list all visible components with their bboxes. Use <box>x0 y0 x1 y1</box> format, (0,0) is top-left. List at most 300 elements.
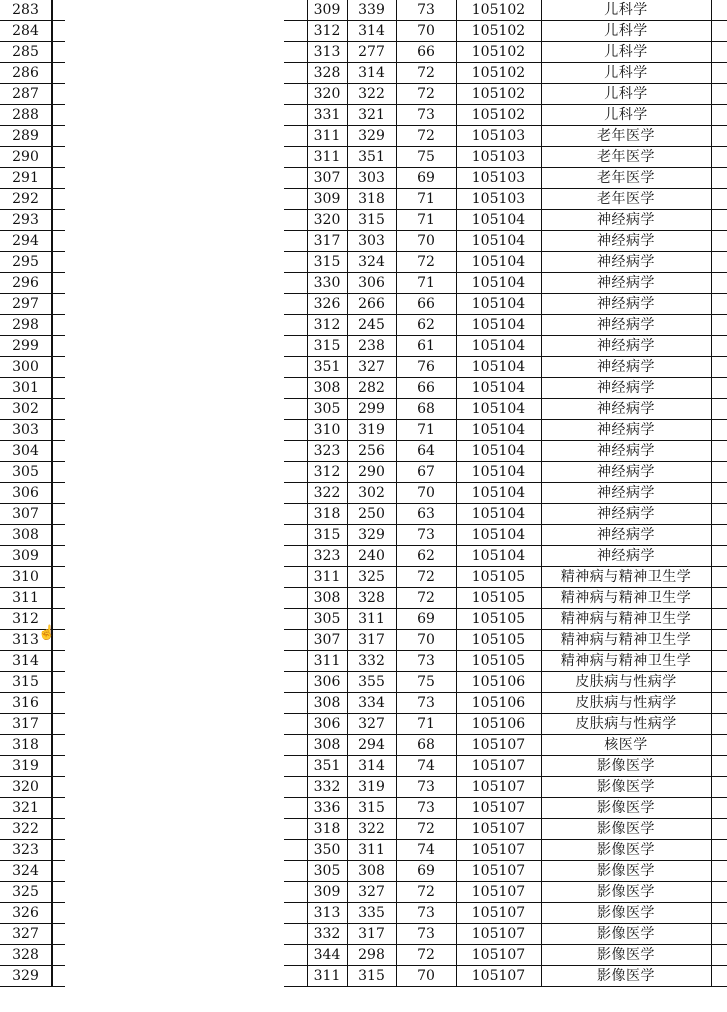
major-name: 影像医学 <box>541 777 711 798</box>
blank-cell <box>65 126 284 147</box>
blank-cell <box>284 294 307 315</box>
blank-cell <box>284 231 307 252</box>
trailing-cell <box>711 483 727 504</box>
major-name: 影像医学 <box>541 966 711 987</box>
blank-cell <box>65 819 284 840</box>
score-b: 315 <box>347 966 396 987</box>
table-row[interactable] <box>0 861 727 882</box>
blank-cell <box>65 420 284 441</box>
blank-cell <box>284 903 307 924</box>
row-number: 288 <box>0 105 52 126</box>
major-name: 皮肤病与性病学 <box>541 714 711 735</box>
trailing-cell <box>711 756 727 777</box>
score-b: 282 <box>347 378 396 399</box>
score-a: 308 <box>307 588 347 609</box>
blank-cell <box>65 588 284 609</box>
score-c: 76 <box>396 357 456 378</box>
major-name: 神经病学 <box>541 252 711 273</box>
table-row[interactable] <box>0 525 727 546</box>
score-a: 309 <box>307 882 347 903</box>
table-row[interactable] <box>0 420 727 441</box>
table-row[interactable] <box>0 882 727 903</box>
blank-cell <box>284 126 307 147</box>
blank-cell <box>52 0 65 21</box>
table-row[interactable] <box>0 399 727 420</box>
row-number: 284 <box>0 21 52 42</box>
blank-cell <box>65 357 284 378</box>
major-code: 105103 <box>456 147 541 168</box>
major-code: 105106 <box>456 693 541 714</box>
blank-cell <box>52 231 65 252</box>
table-row[interactable] <box>0 252 727 273</box>
blank-cell <box>52 63 65 84</box>
score-c: 68 <box>396 399 456 420</box>
score-b: 238 <box>347 336 396 357</box>
blank-cell <box>284 567 307 588</box>
blank-cell <box>52 882 65 903</box>
score-b: 314 <box>347 63 396 84</box>
blank-cell <box>52 21 65 42</box>
score-b: 315 <box>347 798 396 819</box>
blank-cell <box>65 441 284 462</box>
trailing-cell <box>711 126 727 147</box>
row-number: 319 <box>0 756 52 777</box>
blank-cell <box>52 441 65 462</box>
table-row[interactable] <box>0 924 727 945</box>
table-row[interactable] <box>0 483 727 504</box>
table-row[interactable] <box>0 210 727 231</box>
trailing-cell <box>711 357 727 378</box>
trailing-cell <box>711 231 727 252</box>
score-a: 350 <box>307 840 347 861</box>
trailing-cell <box>711 168 727 189</box>
trailing-cell <box>711 567 727 588</box>
blank-cell <box>284 819 307 840</box>
row-number: 316 <box>0 693 52 714</box>
blank-cell <box>65 903 284 924</box>
table-row[interactable] <box>0 273 727 294</box>
table-row[interactable] <box>0 336 727 357</box>
blank-cell <box>65 252 284 273</box>
major-name: 神经病学 <box>541 294 711 315</box>
blank-cell <box>65 105 284 126</box>
score-b: 329 <box>347 525 396 546</box>
trailing-cell <box>711 861 727 882</box>
score-a: 315 <box>307 336 347 357</box>
score-a: 315 <box>307 252 347 273</box>
table-row[interactable] <box>0 693 727 714</box>
blank-cell <box>65 231 284 252</box>
major-name: 神经病学 <box>541 441 711 462</box>
score-c: 73 <box>396 525 456 546</box>
blank-cell <box>65 399 284 420</box>
blank-cell <box>52 567 65 588</box>
blank-cell <box>65 672 284 693</box>
blank-cell <box>284 399 307 420</box>
table-row[interactable] <box>0 378 727 399</box>
blank-cell <box>52 525 65 546</box>
major-name: 神经病学 <box>541 315 711 336</box>
blank-cell <box>284 420 307 441</box>
score-a: 307 <box>307 168 347 189</box>
table-row[interactable] <box>0 42 727 63</box>
table-row[interactable] <box>0 462 727 483</box>
score-c: 70 <box>396 231 456 252</box>
table-row[interactable] <box>0 231 727 252</box>
table-row[interactable] <box>0 651 727 672</box>
blank-cell <box>284 147 307 168</box>
major-name: 神经病学 <box>541 504 711 525</box>
row-number: 312 <box>0 609 52 630</box>
row-number: 286 <box>0 63 52 84</box>
table-row[interactable] <box>0 504 727 525</box>
table-row[interactable] <box>0 777 727 798</box>
table-row[interactable] <box>0 945 727 966</box>
row-number: 310 <box>0 567 52 588</box>
row-number: 294 <box>0 231 52 252</box>
score-a: 306 <box>307 672 347 693</box>
major-code: 105104 <box>456 546 541 567</box>
row-number: 295 <box>0 252 52 273</box>
score-a: 312 <box>307 462 347 483</box>
score-b: 334 <box>347 693 396 714</box>
major-name: 老年医学 <box>541 147 711 168</box>
major-name: 神经病学 <box>541 210 711 231</box>
blank-cell <box>52 315 65 336</box>
blank-cell <box>65 378 284 399</box>
table-row[interactable] <box>0 567 727 588</box>
blank-cell <box>284 840 307 861</box>
trailing-cell <box>711 147 727 168</box>
blank-cell <box>65 966 284 987</box>
blank-cell <box>284 525 307 546</box>
table-row[interactable] <box>0 105 727 126</box>
trailing-cell <box>711 252 727 273</box>
score-c: 72 <box>396 819 456 840</box>
score-b: 311 <box>347 840 396 861</box>
table-row[interactable] <box>0 735 727 756</box>
score-c: 71 <box>396 210 456 231</box>
major-code: 105104 <box>456 441 541 462</box>
blank-cell <box>52 924 65 945</box>
row-number: 318 <box>0 735 52 756</box>
major-name: 神经病学 <box>541 336 711 357</box>
blank-cell <box>52 378 65 399</box>
score-b: 315 <box>347 210 396 231</box>
major-name: 神经病学 <box>541 273 711 294</box>
table-row[interactable] <box>0 630 727 651</box>
blank-cell <box>284 42 307 63</box>
row-number: 326 <box>0 903 52 924</box>
blank-cell <box>284 105 307 126</box>
blank-cell <box>52 84 65 105</box>
row-number: 302 <box>0 399 52 420</box>
major-name: 儿科学 <box>541 84 711 105</box>
score-a: 306 <box>307 714 347 735</box>
table-row[interactable] <box>0 84 727 105</box>
score-c: 71 <box>396 714 456 735</box>
score-b: 319 <box>347 777 396 798</box>
score-b: 319 <box>347 420 396 441</box>
row-number: 328 <box>0 945 52 966</box>
blank-cell <box>65 210 284 231</box>
major-code: 105105 <box>456 567 541 588</box>
table-row[interactable] <box>0 294 727 315</box>
major-name: 神经病学 <box>541 483 711 504</box>
table-row[interactable] <box>0 588 727 609</box>
score-b: 266 <box>347 294 396 315</box>
trailing-cell <box>711 441 727 462</box>
blank-cell <box>52 357 65 378</box>
blank-cell <box>52 210 65 231</box>
score-a: 322 <box>307 483 347 504</box>
blank-cell <box>52 798 65 819</box>
blank-cell <box>284 252 307 273</box>
score-a: 312 <box>307 21 347 42</box>
score-c: 62 <box>396 315 456 336</box>
score-b: 327 <box>347 714 396 735</box>
score-b: 322 <box>347 84 396 105</box>
blank-cell <box>284 462 307 483</box>
score-c: 73 <box>396 798 456 819</box>
major-code: 105107 <box>456 756 541 777</box>
table-row[interactable] <box>0 798 727 819</box>
major-name: 影像医学 <box>541 840 711 861</box>
major-code: 105107 <box>456 840 541 861</box>
blank-cell <box>65 882 284 903</box>
trailing-cell <box>711 672 727 693</box>
score-b: 250 <box>347 504 396 525</box>
trailing-cell <box>711 609 727 630</box>
row-number: 315 <box>0 672 52 693</box>
table-row[interactable] <box>0 168 727 189</box>
score-b: 339 <box>347 0 396 21</box>
row-number: 324 <box>0 861 52 882</box>
major-code: 105104 <box>456 231 541 252</box>
score-c: 61 <box>396 336 456 357</box>
score-a: 311 <box>307 651 347 672</box>
score-b: 294 <box>347 735 396 756</box>
score-b: 335 <box>347 903 396 924</box>
trailing-cell <box>711 84 727 105</box>
blank-cell <box>65 336 284 357</box>
score-b: 302 <box>347 483 396 504</box>
row-number: 285 <box>0 42 52 63</box>
blank-cell <box>52 294 65 315</box>
blank-cell <box>65 651 284 672</box>
row-number: 289 <box>0 126 52 147</box>
blank-cell <box>52 588 65 609</box>
score-a: 351 <box>307 357 347 378</box>
major-name: 影像医学 <box>541 882 711 903</box>
blank-cell <box>284 84 307 105</box>
trailing-cell <box>711 462 727 483</box>
major-code: 105107 <box>456 966 541 987</box>
blank-cell <box>52 945 65 966</box>
blank-cell <box>284 693 307 714</box>
major-code: 105107 <box>456 945 541 966</box>
table-row[interactable] <box>0 357 727 378</box>
major-code: 105102 <box>456 42 541 63</box>
score-a: 315 <box>307 525 347 546</box>
row-number: 287 <box>0 84 52 105</box>
score-b: 277 <box>347 42 396 63</box>
blank-cell <box>65 84 284 105</box>
major-code: 105105 <box>456 609 541 630</box>
blank-cell <box>284 882 307 903</box>
major-code: 105106 <box>456 672 541 693</box>
score-b: 314 <box>347 756 396 777</box>
blank-cell <box>52 168 65 189</box>
score-a: 309 <box>307 189 347 210</box>
table-row[interactable] <box>0 714 727 735</box>
table-row[interactable] <box>0 672 727 693</box>
score-c: 74 <box>396 840 456 861</box>
table-row[interactable] <box>0 21 727 42</box>
score-c: 72 <box>396 63 456 84</box>
row-number: 303 <box>0 420 52 441</box>
score-c: 72 <box>396 945 456 966</box>
blank-cell <box>284 777 307 798</box>
blank-cell <box>284 441 307 462</box>
row-number: 314 <box>0 651 52 672</box>
major-code: 105107 <box>456 903 541 924</box>
blank-cell <box>284 336 307 357</box>
trailing-cell <box>711 903 727 924</box>
trailing-cell <box>711 315 727 336</box>
table-row[interactable] <box>0 63 727 84</box>
table-row[interactable] <box>0 756 727 777</box>
score-a: 318 <box>307 504 347 525</box>
score-a: 307 <box>307 630 347 651</box>
table-row[interactable] <box>0 0 727 21</box>
blank-cell <box>65 189 284 210</box>
blank-cell <box>284 483 307 504</box>
major-name: 老年医学 <box>541 189 711 210</box>
trailing-cell <box>711 420 727 441</box>
trailing-cell <box>711 504 727 525</box>
score-c: 64 <box>396 441 456 462</box>
blank-cell <box>65 483 284 504</box>
major-code: 105104 <box>456 525 541 546</box>
row-number: 298 <box>0 315 52 336</box>
score-b: 327 <box>347 882 396 903</box>
blank-cell <box>284 609 307 630</box>
major-name: 儿科学 <box>541 63 711 84</box>
table-row[interactable] <box>0 189 727 210</box>
score-c: 71 <box>396 420 456 441</box>
blank-cell <box>65 315 284 336</box>
table-row[interactable] <box>0 903 727 924</box>
blank-cell <box>65 798 284 819</box>
blank-cell <box>52 756 65 777</box>
major-code: 105107 <box>456 777 541 798</box>
blank-cell <box>52 483 65 504</box>
trailing-cell <box>711 882 727 903</box>
score-b: 306 <box>347 273 396 294</box>
score-b: 324 <box>347 252 396 273</box>
blank-cell <box>284 546 307 567</box>
blank-cell <box>284 861 307 882</box>
table-row[interactable] <box>0 441 727 462</box>
trailing-cell <box>711 105 727 126</box>
major-name: 精神病与精神卫生学 <box>541 588 711 609</box>
score-b: 355 <box>347 672 396 693</box>
blank-cell <box>284 588 307 609</box>
major-name: 影像医学 <box>541 924 711 945</box>
major-name: 影像医学 <box>541 861 711 882</box>
major-code: 105104 <box>456 504 541 525</box>
row-number: 283 <box>0 0 52 21</box>
blank-cell <box>284 189 307 210</box>
blank-cell <box>284 0 307 21</box>
row-number: 308 <box>0 525 52 546</box>
major-code: 105104 <box>456 210 541 231</box>
table-row[interactable] <box>0 546 727 567</box>
major-name: 皮肤病与性病学 <box>541 672 711 693</box>
score-b: 256 <box>347 441 396 462</box>
score-c: 66 <box>396 42 456 63</box>
blank-cell <box>284 651 307 672</box>
table-row[interactable] <box>0 819 727 840</box>
score-b: 290 <box>347 462 396 483</box>
major-code: 105105 <box>456 630 541 651</box>
major-code: 105107 <box>456 882 541 903</box>
score-a: 311 <box>307 147 347 168</box>
table-row[interactable] <box>0 315 727 336</box>
score-a: 330 <box>307 273 347 294</box>
trailing-cell <box>711 924 727 945</box>
blank-cell <box>65 840 284 861</box>
blank-cell <box>52 42 65 63</box>
table-row[interactable] <box>0 126 727 147</box>
row-number: 313 <box>0 630 52 651</box>
major-name: 影像医学 <box>541 903 711 924</box>
trailing-cell <box>711 714 727 735</box>
blank-cell <box>65 630 284 651</box>
blank-cell <box>65 945 284 966</box>
blank-cell <box>65 546 284 567</box>
row-number: 299 <box>0 336 52 357</box>
blank-cell <box>52 105 65 126</box>
blank-cell <box>65 693 284 714</box>
major-name: 精神病与精神卫生学 <box>541 567 711 588</box>
major-name: 影像医学 <box>541 798 711 819</box>
blank-cell <box>52 672 65 693</box>
table-row[interactable] <box>0 147 727 168</box>
trailing-cell <box>711 546 727 567</box>
score-c: 72 <box>396 126 456 147</box>
blank-cell <box>52 273 65 294</box>
row-number: 322 <box>0 819 52 840</box>
score-c: 69 <box>396 609 456 630</box>
score-c: 63 <box>396 504 456 525</box>
score-a: 312 <box>307 315 347 336</box>
blank-cell <box>284 273 307 294</box>
blank-cell <box>52 777 65 798</box>
major-name: 神经病学 <box>541 231 711 252</box>
score-b: 329 <box>347 126 396 147</box>
row-number: 300 <box>0 357 52 378</box>
score-b: 325 <box>347 567 396 588</box>
blank-cell <box>52 651 65 672</box>
table-row[interactable] <box>0 609 727 630</box>
score-c: 72 <box>396 567 456 588</box>
blank-cell <box>284 945 307 966</box>
table-row[interactable] <box>0 840 727 861</box>
blank-cell <box>65 714 284 735</box>
table-row[interactable] <box>0 966 727 987</box>
